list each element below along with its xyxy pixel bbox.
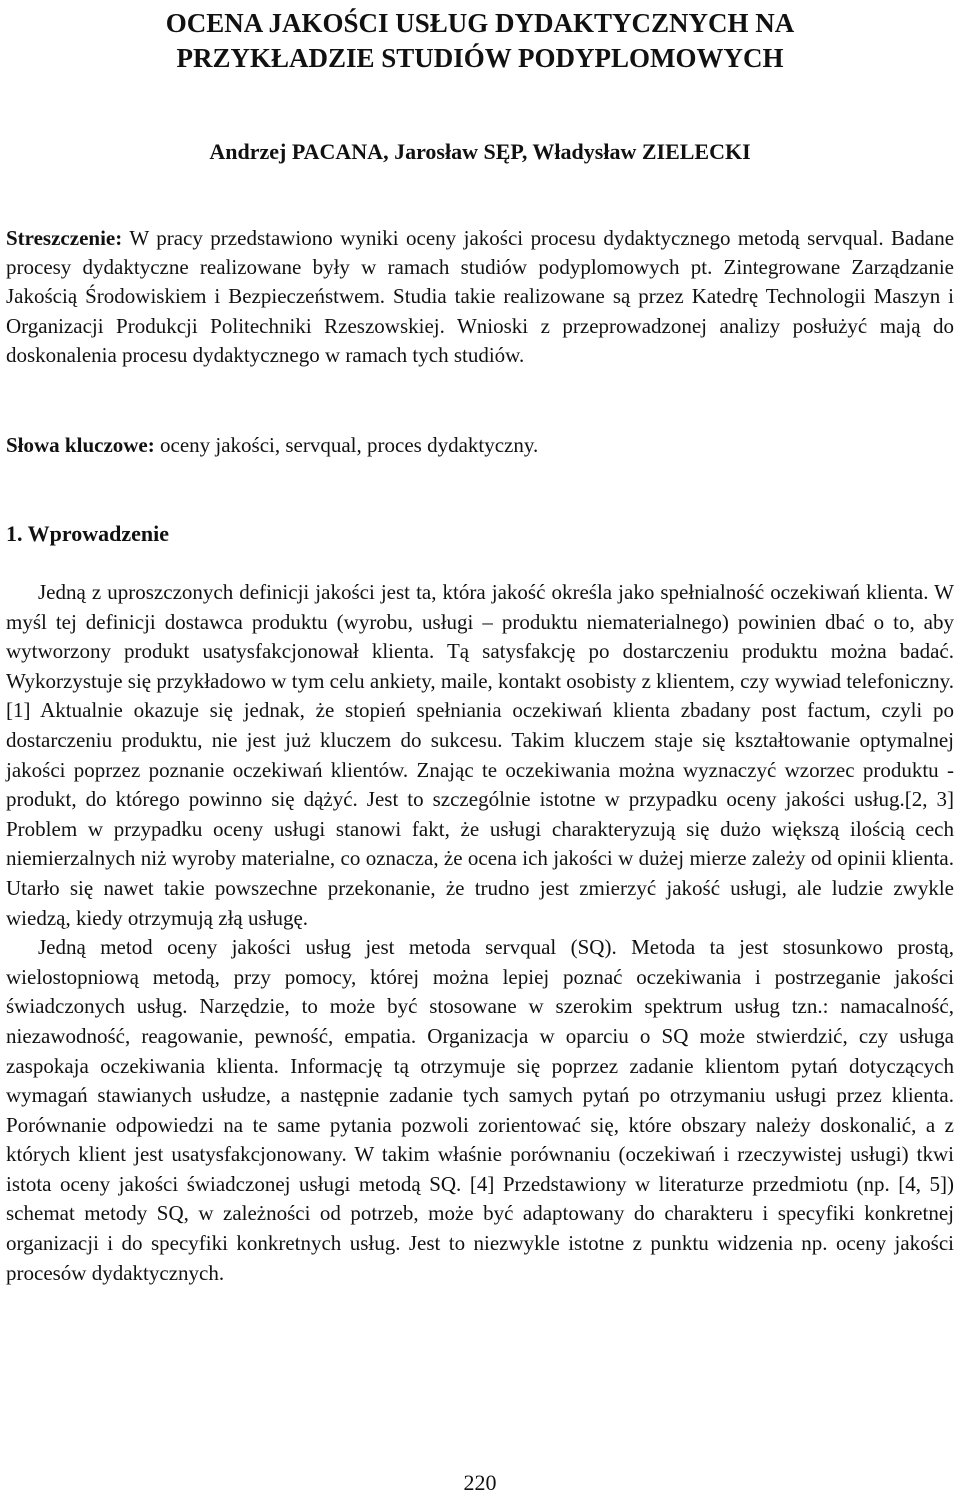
abstract-text: W pracy przedstawiono wyniki oceny jakości procesu dydaktycznego metodą servqual. Badane procesy dydaktyczne realizowane były w ramach studiów podyplomowych pt. Zintegrowane Zarządzanie Jakością Środowiskiem i Bezpieczeństwem. Studia takie realizowane są przez Katedrę Technologii Maszyn i Organizacji Produkcji Politechniki Rzeszowskiej. Wnioski z przeprowadzonej analizy posłużyć mają do doskonalenia procesu dydaktycznego w ramach tych studiów. — [6, 226, 955, 367]
page-number: 220 — [463, 1470, 497, 1495]
abstract — [6, 224, 954, 370]
section-body — [6, 578, 954, 1288]
abstract-label: Streszczenie: — [6, 226, 123, 250]
section-heading: 1. Wprowadzenie — [6, 521, 169, 546]
keywords-label: Słowa kluczowe: — [6, 433, 155, 457]
paragraph-2: Jedną metod oceny jakości usług jest metoda servqual (SQ). Metoda ta jest stosunkowo prostą, wielostopniową metodą, przy pomocy, której można lepiej poznać oczekiwania i postrzeganie jakości świadczonych usług. Narzędzie, to może być stosowane w szerokim spektrum usług tzn.: namacalność, niezawodność, reagowanie, pewność, empatia. Organizacja w oparciu o SQ może stwierdzić, czy usługa zaspokaja oczekiwania klienta. Informację tą otrzymuje się poprzez zadanie klientom pytań dotyczących wymagań stawianych usłudze, a następnie zadanie tych samych pytań po otrzymaniu usługi przez klienta. Porównanie odpowiedzi na te same pytania pozwoli zorientować się, które obszary należy doskonalić, a z których klient jest usatysfakcjonowany. W takim właśnie porównaniu (oczekiwań i rzeczywistej usługi) tkwi istota oceny jakości świadczonej usługi metodą SQ. [4] Przedstawiony w literaturze przedmiotu (np. [4, 5]) schemat metody SQ, w zależności od potrzeb, może być adaptowany do charakteru i specyfiki konkretnej organizacji i do specyfiki konkretnych usług. Jest to niezwykle istotne z punktu widzenia np. oceny jakości procesów dydaktycznych. — [6, 935, 954, 1285]
authors: Andrzej PACANA, Jarosław SĘP, Władysław ZIELECKI — [209, 139, 751, 164]
document-page — [6, 0, 954, 1499]
paper-title-line-2: PRZYKŁADZIE STUDIÓW PODYPLOMOWYCH — [176, 43, 784, 73]
keywords-text: oceny jakości, servqual, proces dydaktyczny. — [160, 433, 539, 457]
paper-title — [6, 6, 954, 76]
paper-title-line-1: OCENA JAKOŚCI USŁUG DYDAKTYCZNYCH NA — [165, 8, 795, 38]
paragraph-1: Jedną z uproszczonych definicji jakości jest ta, która jakość określa jako spełnialność oczekiwań klienta. W myśl tej definicji dostawca produktu (wyrobu, usługi – produktu niematerialnego) powinien dbać o to, aby wytworzony produkt usatysfakcjonował klienta. Tą satysfakcję po dostarczeniu produktu można badać. Wykorzystuje się przykładowo w tym celu ankiety, maile, kontakt osobisty z klientem, czy wywiad telefoniczny. [1] Aktualnie okazuje się jednak, że stopień spełniania oczekiwań klienta zbadany post factum, czyli po dostarczeniu produktu, nie jest już kluczem do sukcesu. Takim kluczem staje się kształtowanie optymalnej jakości poprzez poznanie oczekiwań klientów. Znając te oczekiwania można wyznaczyć wzorzec produktu - produkt, do którego powinno się dążyć. Jest to szczególnie istotne w przypadku oceny jakości usług.[2, 3] Problem w przypadku oceny usługi stanowi fakt, że usługi charakteryzują się dużo większą ilością cech niemierzalnych niż wyroby materialne, co oznacza, że ocena ich jakości w dużej mierze zależy od opinii klienta. Utarło się nawet takie powszechne przekonanie, że trudno jest zmierzyć jakość usługi, ale ludzie zwykle wiedzą, kiedy otrzymują złą usługę. — [6, 580, 954, 930]
keywords — [6, 431, 954, 460]
